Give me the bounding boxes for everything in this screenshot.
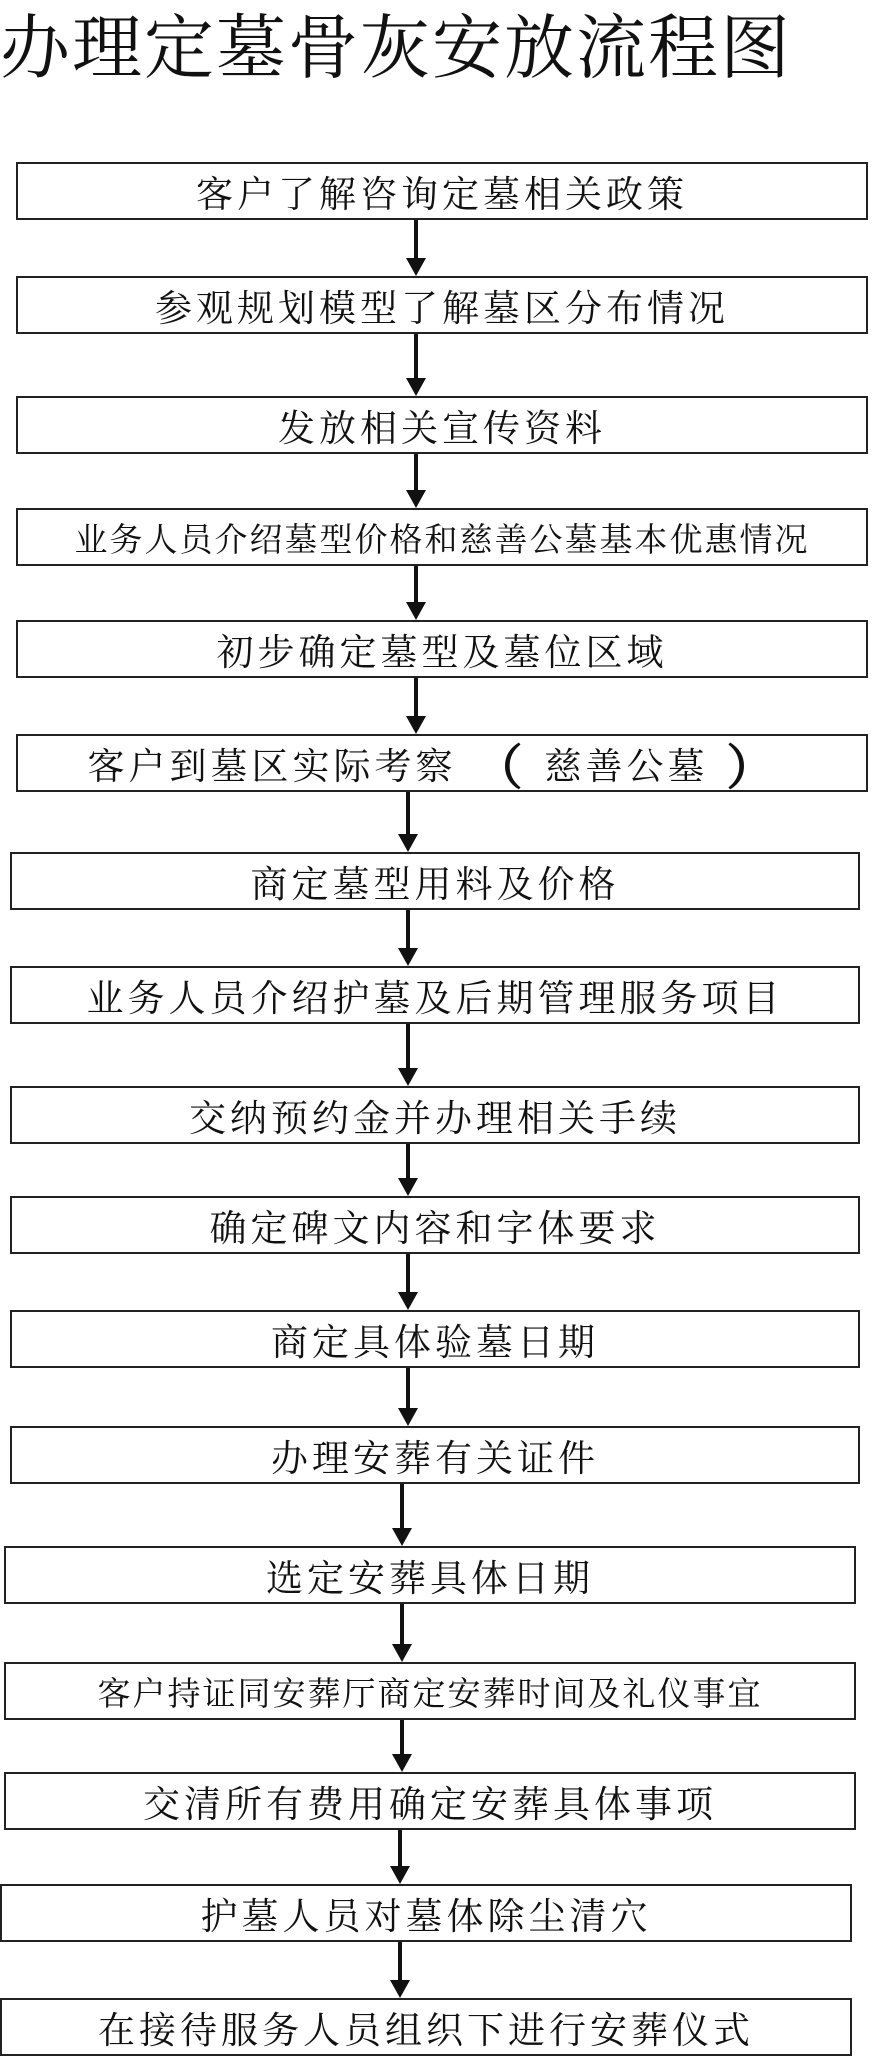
step-5-label: 初步确定墓型及墓位区域 [216,631,668,674]
arrow-15-16 [390,1830,410,1884]
step-4-label: 业务人员介绍墓型价格和慈善公墓基本优惠情况 [74,519,810,559]
step-8-label: 业务人员介绍护墓及后期管理服务项目 [86,977,784,1020]
step-13-label: 选定安葬具体日期 [266,1557,594,1600]
step-12 [10,1426,860,1484]
arrowhead-icon [406,378,426,396]
arrowhead-icon [398,1408,418,1426]
step-12-label: 办理安葬有关证件 [271,1437,599,1480]
page-title: 办理定墓骨灰安放流程图 [0,7,792,89]
arrow-8-9 [398,1024,418,1086]
step-3 [16,396,868,454]
step-7 [10,852,860,910]
step-6-open-paren: （ [474,739,527,792]
arrowhead-icon [406,602,426,620]
step-3-label: 发放相关宣传资料 [278,407,606,450]
step-17 [0,1998,852,2056]
step-13 [4,1546,856,1604]
arrow-11-12 [398,1368,418,1426]
arrowhead-icon [398,1178,418,1196]
step-16-label: 护墓人员对墓体除尘清穴 [200,1895,652,1938]
arrowhead-icon [390,1980,410,1998]
step-6 [16,734,868,792]
arrow-12-13 [392,1484,412,1546]
step-4 [16,508,868,566]
step-17-label: 在接待服务人员组织下进行安葬仪式 [98,2009,754,2052]
arrow-6-7 [398,792,418,852]
arrow-4-5 [406,566,426,620]
arrowhead-icon [406,258,426,276]
arrowhead-icon [398,948,418,966]
arrowhead-icon [392,1644,412,1662]
arrow-2-3 [406,334,426,396]
arrowhead-icon [392,1754,412,1772]
step-16 [0,1884,852,1942]
arrow-7-8 [398,910,418,966]
step-15 [4,1772,856,1830]
arrow-3-4 [406,454,426,508]
step-14-label: 客户持证同安葬厅商定安葬时间及礼仪事宜 [97,1673,763,1713]
step-15-label: 交清所有费用确定安葬具体事项 [143,1783,717,1826]
arrowhead-icon [406,490,426,508]
arrowhead-icon [398,834,418,852]
step-7-label: 商定墓型用料及价格 [250,863,620,906]
arrow-9-10 [398,1144,418,1196]
arrow-1-2 [406,220,426,276]
step-6-note: 慈善公墓 [544,745,709,788]
step-1-label: 客户了解咨询定墓相关政策 [196,173,688,216]
step-8 [10,966,860,1024]
step-6-close-paren: ） [726,739,779,792]
step-1 [16,162,868,220]
arrowhead-icon [392,1528,412,1546]
arrowhead-icon [406,716,426,734]
step-10-label: 确定碑文内容和字体要求 [209,1207,661,1250]
arrow-16-17 [390,1942,410,1998]
step-10 [10,1196,860,1254]
step-2 [16,276,868,334]
arrow-10-11 [398,1254,418,1310]
step-9 [10,1086,860,1144]
step-11 [10,1310,860,1368]
step-5 [16,620,868,678]
arrow-14-15 [392,1720,412,1772]
step-11-label: 商定具体验墓日期 [271,1321,599,1364]
arrowhead-icon [398,1292,418,1310]
step-14 [4,1662,856,1720]
step-9-label: 交纳预约金并办理相关手续 [189,1097,681,1140]
arrow-5-6 [406,678,426,734]
arrow-13-14 [392,1604,412,1662]
arrowhead-icon [390,1866,410,1884]
step-6-label: 客户到墓区实际考察 [87,745,457,788]
arrowhead-icon [398,1068,418,1086]
step-2-label: 参观规划模型了解墓区分布情况 [155,287,729,330]
